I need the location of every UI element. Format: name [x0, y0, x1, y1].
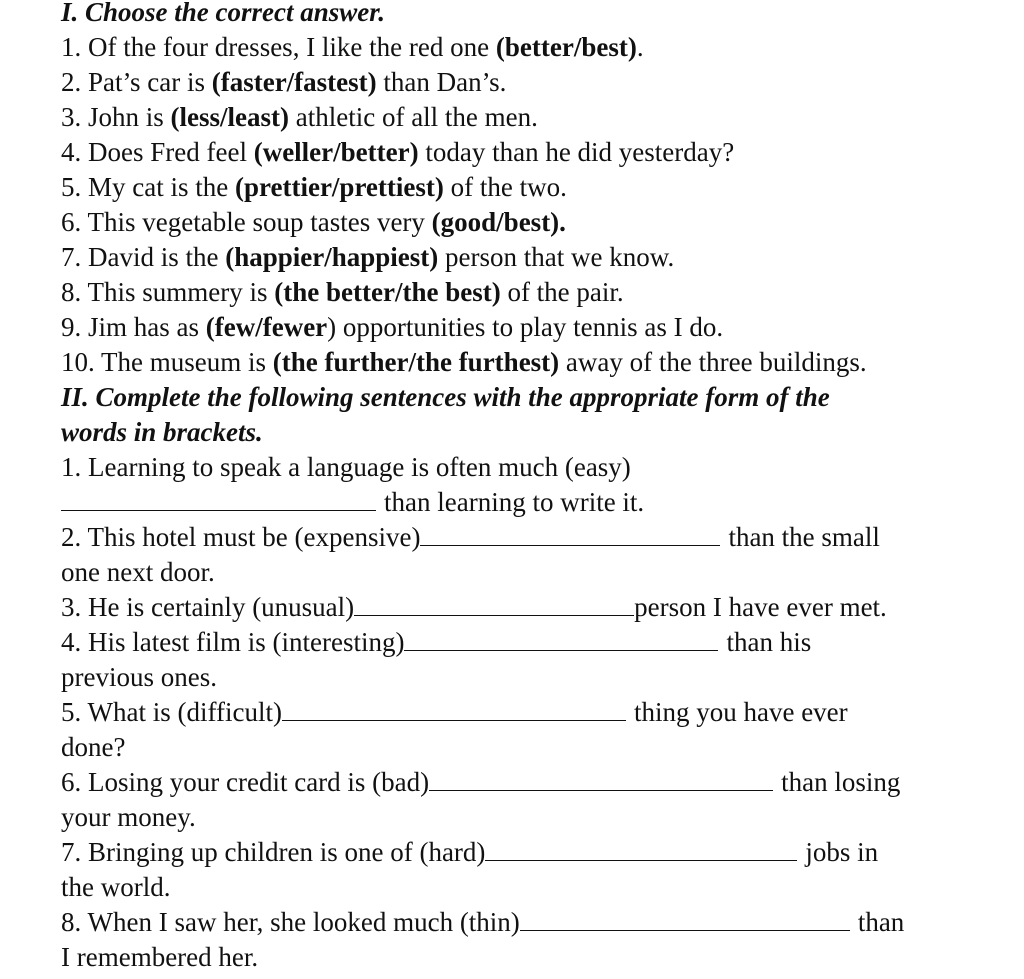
question-1-4: 4. Does Fred feel (weller/better) today than he did yesterday? [61, 137, 735, 167]
answer-options: (faster/fastest) [211, 67, 377, 97]
question-1-7: 7. David is the (happier/happiest) person that we know. [61, 242, 675, 272]
answer-blank[interactable] [61, 486, 376, 511]
question-2-6: 6. Losing your credit card is (bad) than losing [61, 767, 901, 797]
answer-blank[interactable] [429, 766, 773, 791]
answer-options: (better/best) [495, 32, 637, 62]
answer-blank[interactable] [485, 836, 797, 861]
question-2-1-cont: than learning to write it. [61, 485, 1001, 520]
question-2-2-cont: one next door. [61, 557, 215, 587]
section-1-heading: I. Choose the correct answer. [61, 0, 386, 27]
answer-blank[interactable] [282, 696, 626, 721]
answer-options: (happier/happiest) [225, 242, 439, 272]
answer-options: (good/best). [431, 207, 566, 237]
question-2-7-cont: the world. [61, 872, 171, 902]
question-2-3: 3. He is certainly (unusual) person I have ever met. [61, 592, 887, 622]
answer-options: (less/least) [170, 102, 289, 132]
answer-options: (the further/the furthest) [272, 347, 560, 377]
question-2-5: 5. What is (difficult) thing you have ever [61, 697, 848, 727]
answer-options: (weller/better) [253, 137, 419, 167]
answer-blank[interactable] [520, 906, 850, 931]
section-2-heading: II. Complete the following sentences with the appropriate form of the [61, 382, 830, 412]
question-2-4: 4. His latest film is (interesting) than his [61, 627, 812, 657]
question-2-8-cont: I remembered her. [61, 942, 259, 972]
answer-options: (prettier/prettiest) [234, 172, 444, 202]
question-2-1: 1. Learning to speak a language is often much (easy) [61, 452, 631, 482]
worksheet [61, 0, 1001, 975]
section-2-heading-cont: words in brackets. [61, 417, 263, 447]
question-2-8: 8. When I saw her, she looked much (thin) than [61, 907, 905, 937]
answer-options: (few/fewer [205, 312, 328, 342]
question-1-5: 5. My cat is the (prettier/prettiest) of the two. [61, 172, 567, 202]
question-1-3: 3. John is (less/least) athletic of all the men. [61, 102, 538, 132]
question-1-10: 10. The museum is (the further/the furthest) away of the three buildings. [61, 347, 867, 377]
question-2-5-cont: done? [61, 732, 126, 762]
answer-blank[interactable] [420, 521, 720, 546]
answer-blank[interactable] [404, 626, 718, 651]
question-1-2: 2. Pat’s car is (faster/fastest) than Dan’s. [61, 67, 507, 97]
question-1-1: 1. Of the four dresses, I like the red one (better/best). [61, 32, 644, 62]
question-1-9: 9. Jim has as (few/fewer) opportunities to play tennis as I do. [61, 312, 724, 342]
question-1-6: 6. This vegetable soup tastes very (good/best). [61, 207, 566, 237]
question-2-4-cont: previous ones. [61, 662, 217, 692]
question-2-2: 2. This hotel must be (expensive) than the small [61, 522, 880, 552]
answer-blank[interactable] [354, 591, 634, 616]
question-2-6-cont: your money. [61, 802, 196, 832]
question-1-8: 8. This summery is (the better/the best) of the pair. [61, 277, 624, 307]
question-2-7: 7. Bringing up children is one of (hard) jobs in [61, 837, 879, 867]
answer-options: (the better/the best) [274, 277, 501, 307]
